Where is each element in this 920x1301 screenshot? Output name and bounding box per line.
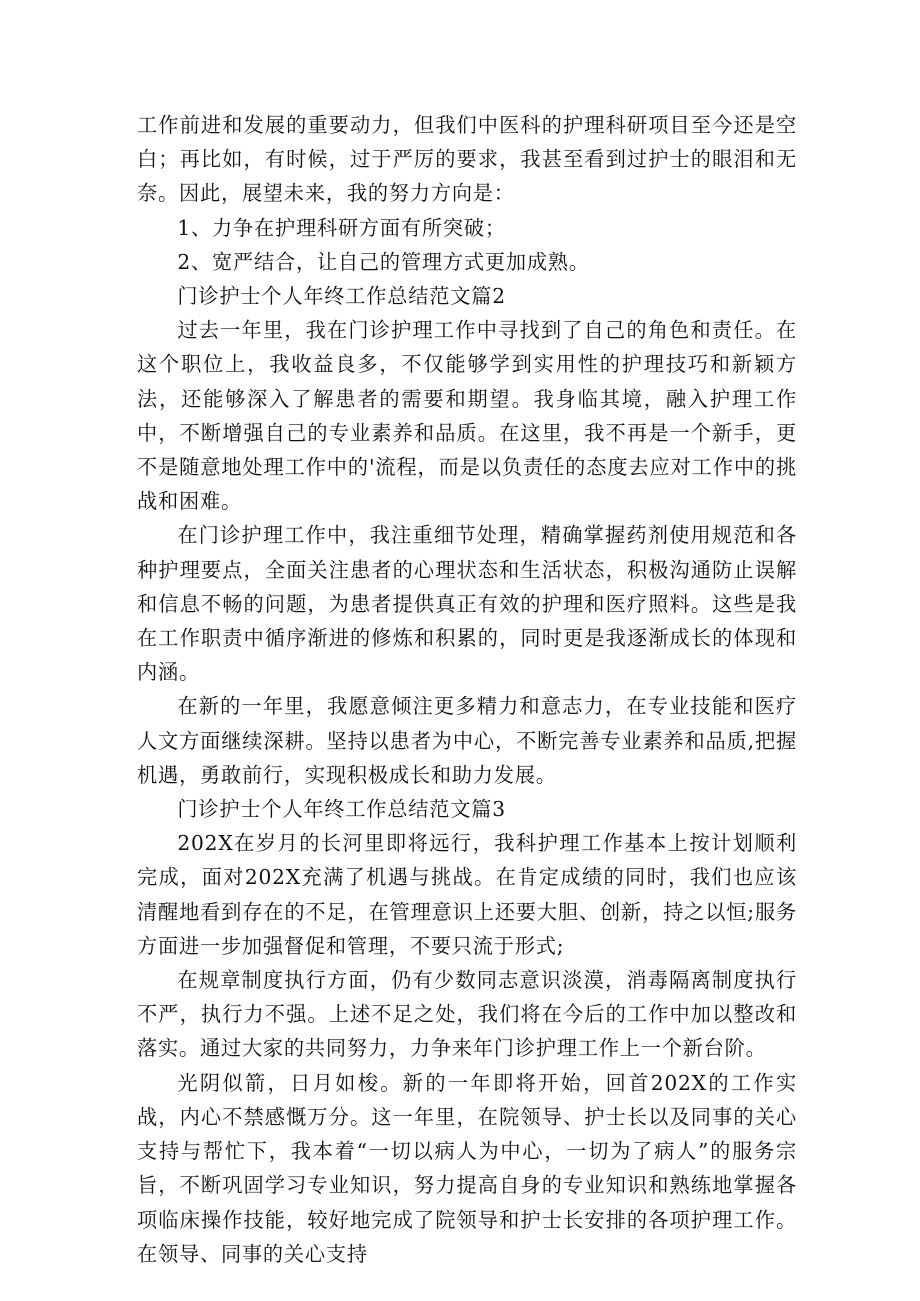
paragraph: 光阴似箭，日月如梭。新的一年即将开始，回首202X的工作实战，内心不禁感慨万分。这一年里，在院领导、护士长以及同事的关心支持与帮忙下，我本着“一切以病人为中心，一切为了病人”的服务宗旨，不断巩固学习专业知识，努力提高自身的专业知识和熟练地掌握各项临床操作技能，较好地完成了院领导和护士长安排的各项护理工作。在领导、同事的关心支持 <box>137 1070 797 1266</box>
paragraph: 202X在岁月的长河里即将远行，我科护理工作基本上按计划顺利完成，面对202X充满了机遇与挑战。在肯定成绩的同时，我们也应该清醒地看到存在的不足，在管理意识上还要大胆、创新，持之以恒;服务方面进一步加强督促和管理，不要只流于形式; <box>137 831 797 958</box>
list-item-1: 1、力争在护理科研方面有所突破； <box>177 215 506 240</box>
section-heading-2: 门诊护士个人年终工作总结范文篇2 <box>177 284 506 309</box>
paragraph: 在新的一年里，我愿意倾注更多精力和意志力，在专业技能和医疗人文方面继续深耕。坚持以患者为中心，不断完善专业素养和品质,把握机遇，勇敢前行，实现积极成长和助力发展。 <box>137 694 797 787</box>
list-item-2: 2、宽严结合，让自己的管理方式更加成熟。 <box>177 249 590 274</box>
document-body <box>137 108 797 1271</box>
paragraph: 在规章制度执行方面，仍有少数同志意识淡漠，消毒隔离制度执行不严，执行力不强。上述不足之处，我们将在今后的工作中加以整改和落实。通过大家的共同努力，力争来年门诊护理工作上一个新台阶。 <box>137 968 797 1061</box>
paragraph: 在门诊护理工作中，我注重细节处理，精确掌握药剂使用规范和各种护理要点，全面关注患者的心理状态和生活状态，积极沟通防止误解和信息不畅的问题，为患者提供真正有效的护理和医疗照料。这些是我在工作职责中循序渐进的修炼和积累的，同时更是我逐渐成长的体现和内涵。 <box>137 523 797 685</box>
paragraph: 过去一年里，我在门诊护理工作中寻找到了自己的角色和责任。在这个职位上，我收益良多，不仅能够学到实用性的护理技巧和新颖方法，还能够深入了解患者的需要和期望。我身临其境，融入护理工作中，不断增强自己的专业素养和品质。在这里，我不再是一个新手，更不是随意地处理工作中的'流程，而是以负责任的态度去应对工作中的挑战和困难。 <box>137 318 797 514</box>
section-heading-3: 门诊护士个人年终工作总结范文篇3 <box>177 797 506 822</box>
paragraph-continuation: 工作前进和发展的重要动力，但我们中医科的护理科研项目至今还是空白；再比如，有时候，过于严厉的要求，我甚至看到过护士的眼泪和无奈。因此，展望未来，我的努力方向是： <box>137 113 797 206</box>
